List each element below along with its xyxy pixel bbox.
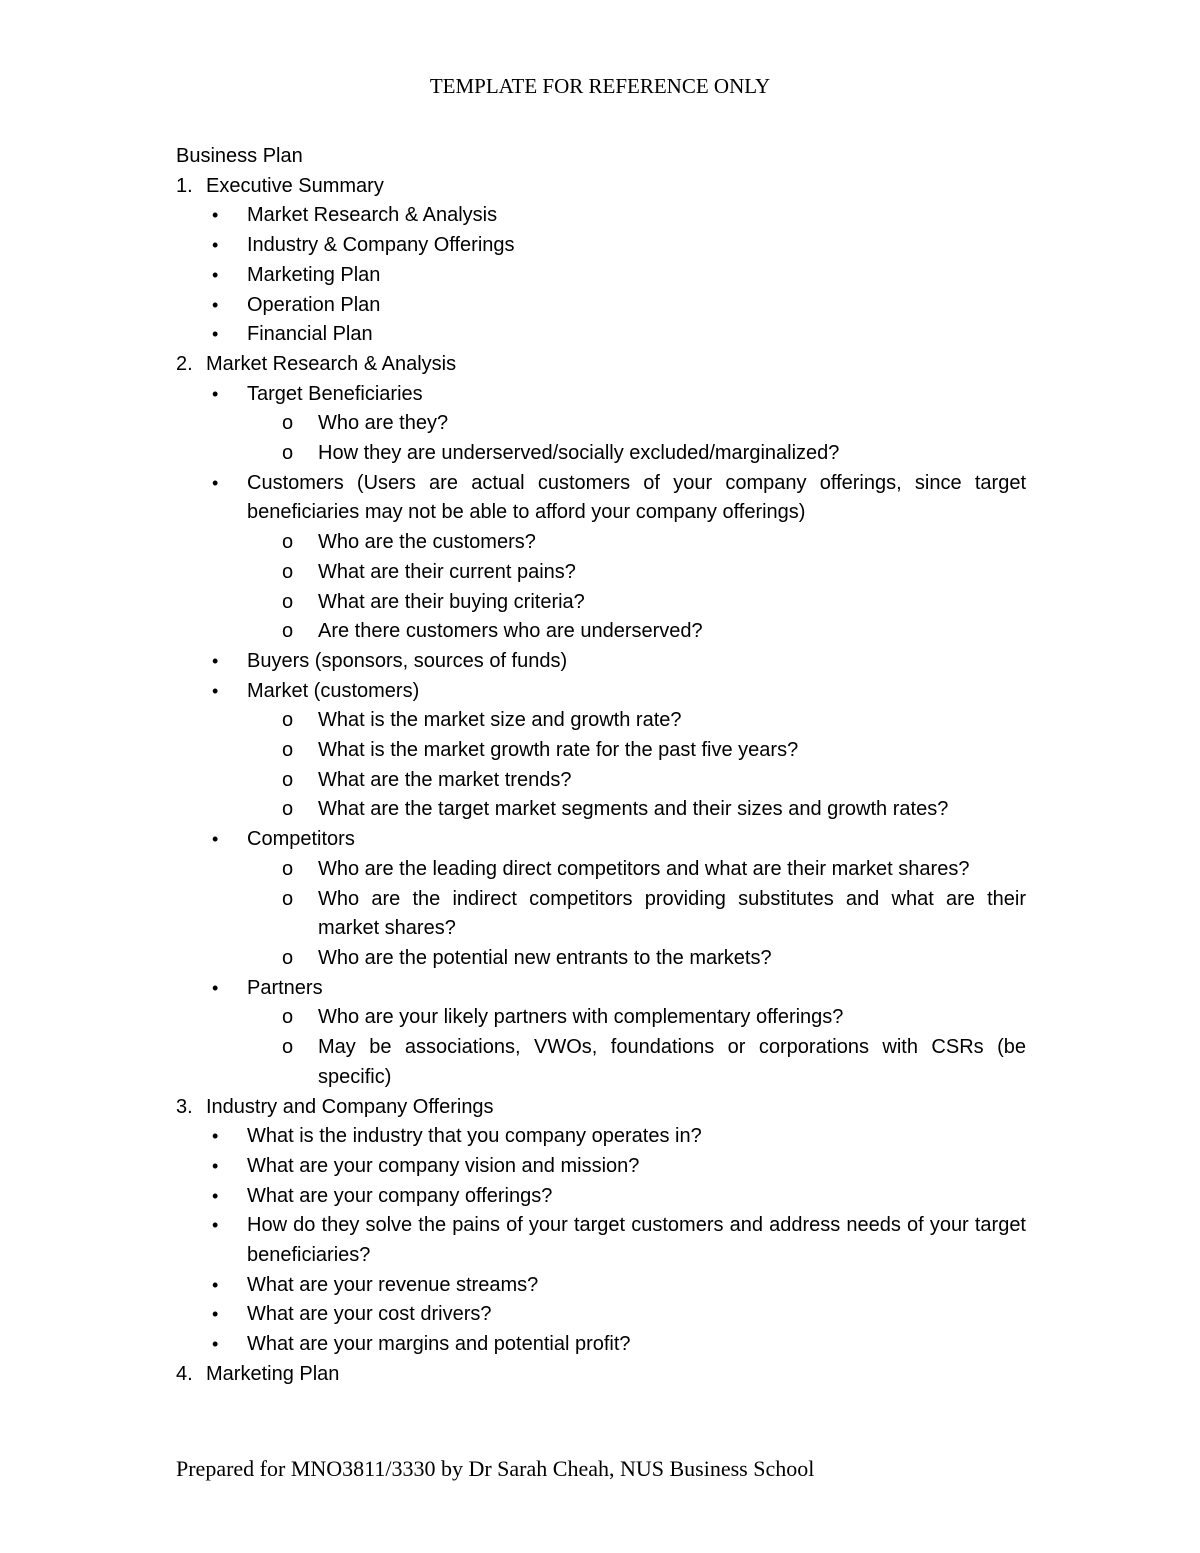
list-item: • How do they solve the pains of your target customers and address needs of your target beneficiaries? bbox=[176, 1211, 1026, 1270]
sub-bullet-icon: o bbox=[282, 946, 294, 969]
list-item-partners: • Partners bbox=[176, 974, 1026, 1004]
section-heading bbox=[176, 1360, 1026, 1390]
bullet-icon: • bbox=[212, 1274, 219, 1295]
sub-bullet-icon: o bbox=[282, 442, 294, 465]
section-heading bbox=[176, 350, 1026, 380]
bullet-icon: • bbox=[212, 235, 219, 256]
page-footer: Prepared for MNO3811/3330 by Dr Sarah Cheah, NUS Business School bbox=[176, 1456, 815, 1481]
sub-list-item: o What are the market trends? bbox=[176, 766, 1026, 796]
list-item: • What are your margins and potential profit? bbox=[176, 1330, 1026, 1360]
list-item: • What are your company vision and mission? bbox=[176, 1152, 1026, 1182]
sub-bullet-icon: o bbox=[282, 620, 294, 643]
bullet-icon: • bbox=[212, 205, 219, 226]
sub-list-item: o What is the market growth rate for the past five years? bbox=[176, 736, 1026, 766]
document-body bbox=[176, 142, 1026, 1390]
list-item: • Marketing Plan bbox=[176, 261, 1026, 291]
sub-list-item: o What are their buying criteria? bbox=[176, 588, 1026, 618]
list-item: • Operation Plan bbox=[176, 291, 1026, 321]
sub-list-item: o Who are the potential new entrants to the markets? bbox=[176, 944, 1026, 974]
list-item-customers: • Customers (Users are actual customers of your company offerings, since target beneficiaries may not be able to afford your company offerings) bbox=[176, 469, 1026, 528]
sub-list-item: o What are the target market segments and their sizes and growth rates? bbox=[176, 795, 1026, 825]
sub-list-item: o How they are underserved/socially excluded/marginalized? bbox=[176, 439, 1026, 469]
sub-bullet-icon: o bbox=[282, 412, 294, 435]
list-item-market: • Market (customers) bbox=[176, 677, 1026, 707]
list-item: • What is the industry that you company operates in? bbox=[176, 1122, 1026, 1152]
section-title: Executive Summary bbox=[206, 174, 384, 197]
sub-list-item: o Are there customers who are underserved? bbox=[176, 617, 1026, 647]
list-item: • What are your company offerings? bbox=[176, 1182, 1026, 1212]
section-heading bbox=[176, 1093, 1026, 1123]
sub-bullet-icon: o bbox=[282, 857, 294, 880]
sub-bullet-icon: o bbox=[282, 531, 294, 554]
sub-list-item: o Who are your likely partners with complementary offerings? bbox=[176, 1003, 1026, 1033]
bullet-icon: • bbox=[212, 1304, 219, 1325]
sub-bullet-icon: o bbox=[282, 1006, 294, 1029]
section-heading bbox=[176, 172, 1026, 202]
section-number: 1. bbox=[176, 174, 193, 197]
page-header: TEMPLATE FOR REFERENCE ONLY bbox=[429, 74, 771, 98]
bullet-icon: • bbox=[212, 264, 219, 285]
bullet-icon: • bbox=[212, 977, 219, 998]
sub-bullet-icon: o bbox=[282, 887, 294, 910]
bullet-icon: • bbox=[212, 1185, 219, 1206]
sub-list-item: o Who are they? bbox=[176, 409, 1026, 439]
sub-list-item: o What are their current pains? bbox=[176, 558, 1026, 588]
sub-bullet-icon: o bbox=[282, 798, 294, 821]
list-item: • What are your revenue streams? bbox=[176, 1271, 1026, 1301]
sub-list-item: o Who are the leading direct competitors and what are their market shares? bbox=[176, 855, 1026, 885]
sub-list-item: o May be associations, VWOs, foundations or corporations with CSRs (be specific) bbox=[176, 1033, 1026, 1092]
bullet-icon: • bbox=[212, 294, 219, 315]
list-item-target-beneficiaries: • Target Beneficiaries bbox=[176, 380, 1026, 410]
bullet-icon: • bbox=[212, 1126, 219, 1147]
sub-bullet-icon: o bbox=[282, 739, 294, 762]
list-item-competitors: • Competitors bbox=[176, 825, 1026, 855]
list-item-buyers: • Buyers (sponsors, sources of funds) bbox=[176, 647, 1026, 677]
section-number: 4. bbox=[176, 1362, 193, 1385]
section-number: 3. bbox=[176, 1095, 193, 1118]
section-title: Industry and Company Offerings bbox=[206, 1095, 494, 1118]
document-title: Business Plan bbox=[176, 145, 303, 167]
bullet-icon: • bbox=[212, 829, 219, 850]
list-item: • Market Research & Analysis bbox=[176, 201, 1026, 231]
sub-list-item: o Who are the customers? bbox=[176, 528, 1026, 558]
list-item: • Industry & Company Offerings bbox=[176, 231, 1026, 261]
section-title: Market Research & Analysis bbox=[206, 352, 457, 375]
sub-bullet-icon: o bbox=[282, 1036, 294, 1059]
sub-list-item: o What is the market size and growth rate? bbox=[176, 706, 1026, 736]
sub-list-item: o Who are the indirect competitors providing substitutes and what are their market shares? bbox=[176, 885, 1026, 944]
sub-bullet-icon: o bbox=[282, 768, 294, 791]
bullet-icon: • bbox=[212, 650, 219, 671]
bullet-icon: • bbox=[212, 680, 219, 701]
bullet-icon: • bbox=[212, 383, 219, 404]
bullet-icon: • bbox=[212, 1334, 219, 1355]
sub-bullet-icon: o bbox=[282, 709, 294, 732]
list-item: • Financial Plan bbox=[176, 320, 1026, 350]
list-item: • What are your cost drivers? bbox=[176, 1300, 1026, 1330]
sub-bullet-icon: o bbox=[282, 590, 294, 613]
sub-bullet-icon: o bbox=[282, 560, 294, 583]
section-title: Marketing Plan bbox=[206, 1362, 340, 1385]
bullet-icon: • bbox=[212, 1215, 219, 1236]
section-number: 2. bbox=[176, 352, 193, 375]
bullet-icon: • bbox=[212, 1155, 219, 1176]
bullet-icon: • bbox=[212, 324, 219, 345]
bullet-icon: • bbox=[212, 472, 219, 493]
